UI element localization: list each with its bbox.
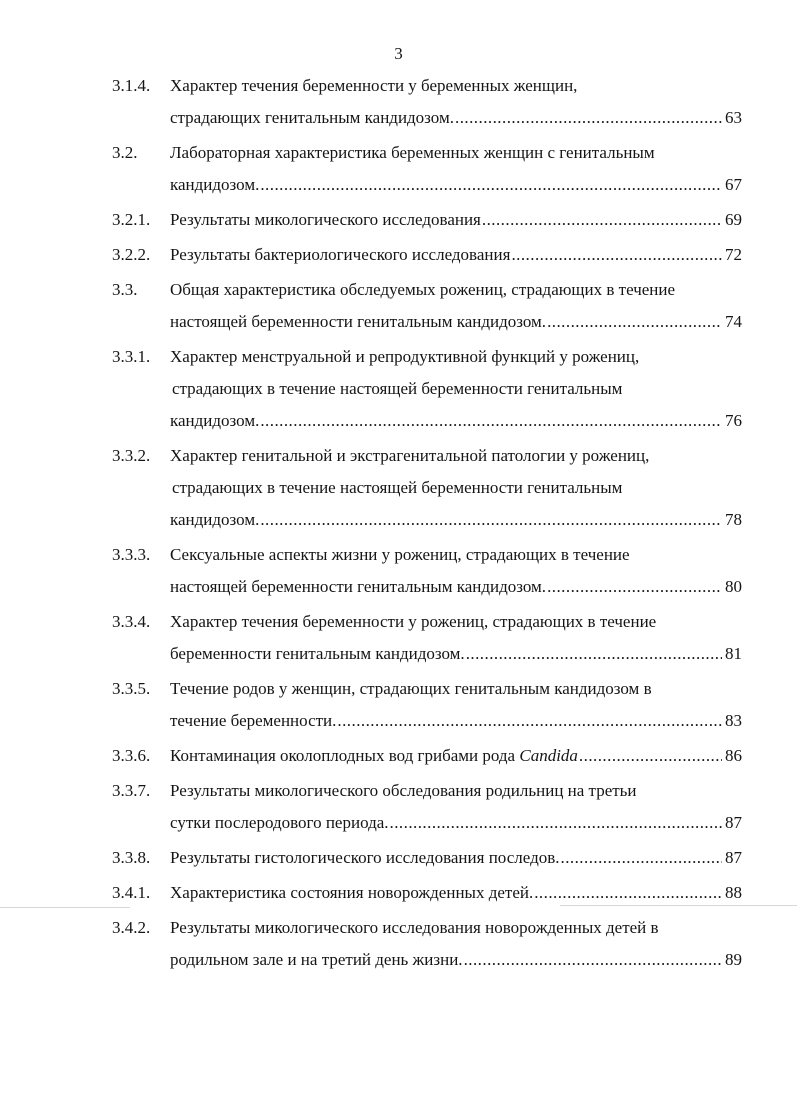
- toc-entry: [112, 239, 742, 271]
- toc-entry-title-line: [170, 204, 481, 236]
- toc-entry-number: 3.3.5.: [112, 679, 151, 698]
- toc-entry-title-text: страдающих генитальным кандидозом.: [170, 108, 454, 127]
- toc-entry-lead-line: [170, 239, 742, 271]
- toc-entry-title-line: [170, 571, 546, 603]
- toc-entry-title-line: Результаты микологического обследования родильниц на третьи: [170, 781, 637, 800]
- toc-entry-title-line: [170, 405, 259, 437]
- toc-entry-body: [170, 673, 742, 737]
- toc-entry-title-line: Характер течения беременности у рожениц, страдающих в течение: [170, 612, 657, 631]
- toc-dot-leader: [455, 102, 722, 134]
- toc-entry-title-line: [170, 239, 510, 271]
- toc-entry-title-text: Результаты бактериологического исследования: [170, 245, 511, 264]
- toc-dot-leader: [511, 239, 722, 271]
- toc-entry-title-line: [170, 169, 259, 201]
- toc-entry-lead-line: [170, 405, 742, 437]
- toc-entry-title-text: родильном зале и на третий день жизни.: [170, 950, 463, 969]
- toc-entry-title-line: страдающих в течение настоящей беременности генитальным: [172, 478, 623, 497]
- toc-entry-title-italic: Candida: [519, 746, 578, 765]
- toc-entry-body: [170, 204, 742, 236]
- toc-entry-body: [170, 440, 742, 536]
- toc-entry-body: [170, 274, 742, 338]
- toc-entry-lead-line: [170, 102, 742, 134]
- toc-entry-title-text: беременности генитальным кандидозом.: [170, 644, 465, 663]
- toc-entry-title-text: Контаминация околоплодных вод грибами рода: [170, 746, 520, 765]
- scan-artifact-line: [0, 907, 130, 908]
- toc-entry-lead-line: [170, 740, 742, 772]
- toc-entry-lead-line: [170, 571, 742, 603]
- toc-entry-body: [170, 239, 742, 271]
- toc-entry-page: 88: [725, 883, 742, 902]
- toc-entry-title-text: Результаты микологического исследования: [170, 210, 481, 229]
- toc-entry-number: 3.3.4.: [112, 612, 151, 631]
- toc-entry-body: [170, 775, 742, 839]
- toc-entry-title-line: Лабораторная характеристика беременных женщин с генитальным: [170, 143, 655, 162]
- toc-entry-page: 80: [725, 577, 742, 596]
- toc-entry: [112, 70, 742, 134]
- toc-dot-leader: [260, 504, 722, 536]
- toc-entry-title-line: Характер течения беременности у беременных женщин,: [170, 76, 578, 95]
- toc-entry-number: 3.2.: [112, 143, 138, 162]
- table-of-contents: [112, 70, 742, 979]
- toc-dot-leader: [561, 842, 723, 874]
- toc-dot-leader: [547, 306, 722, 338]
- toc-entry-number: 3.3.2.: [112, 446, 151, 465]
- toc-entry-title-line: [170, 807, 389, 839]
- toc-entry-title-line: [170, 504, 259, 536]
- toc-entry-lead-line: [170, 638, 742, 670]
- toc-entry: [112, 204, 742, 236]
- toc-entry-title-line: Течение родов у женщин, страдающих генитальным кандидозом в: [170, 679, 652, 698]
- toc-dot-leader: [260, 405, 722, 437]
- toc-entry-number: 3.1.4.: [112, 76, 151, 95]
- toc-entry-body: [170, 842, 742, 874]
- toc-entry-title-text: кандидозом.: [170, 510, 260, 529]
- toc-entry-number: 3.4.2.: [112, 918, 151, 937]
- toc-entry-number: 3.2.1.: [112, 210, 151, 229]
- toc-entry-body: [170, 70, 742, 134]
- toc-entry: [112, 912, 742, 976]
- toc-entry-lead-line: [170, 944, 742, 976]
- toc-entry-title-line: [170, 102, 454, 134]
- toc-entry: [112, 274, 742, 338]
- toc-entry-title-line: [170, 740, 578, 772]
- toc-entry: [112, 775, 742, 839]
- toc-entry-title-line: Общая характеристика обследуемых рожениц, страдающих в течение: [170, 280, 676, 299]
- toc-entry-number: 3.2.2.: [112, 245, 151, 264]
- toc-entry: [112, 341, 742, 437]
- toc-entry-number: 3.3.1.: [112, 347, 151, 366]
- toc-entry-body: [170, 912, 742, 976]
- toc-entry-lead-line: [170, 807, 742, 839]
- toc-entry-lead-line: [170, 705, 742, 737]
- toc-entry: [112, 539, 742, 603]
- toc-entry-title-line: Характер генитальной и экстрагенитальной патологии у рожениц,: [170, 446, 650, 465]
- toc-entry: [112, 673, 742, 737]
- toc-dot-leader: [464, 944, 722, 976]
- toc-entry-page: 72: [725, 245, 742, 264]
- toc-dot-leader: [482, 204, 722, 236]
- toc-entry-page: 87: [725, 848, 742, 867]
- toc-entry-title-line: Результаты микологического исследования новорожденных детей в: [170, 918, 659, 937]
- toc-entry-page: 87: [725, 813, 742, 832]
- toc-entry-page: 83: [725, 711, 742, 730]
- toc-entry-title-text: настоящей беременности генитальным кандидозом.: [170, 312, 547, 331]
- toc-entry-title-text: кандидозом.: [170, 175, 260, 194]
- toc-entry-lead-line: [170, 504, 742, 536]
- toc-entry-title-line: [170, 944, 463, 976]
- toc-entry-title-line: [170, 638, 465, 670]
- toc-entry-title-text: течение беременности.: [170, 711, 337, 730]
- toc-entry-page: 74: [725, 312, 742, 331]
- toc-entry-body: [170, 606, 742, 670]
- toc-entry-title-line: [170, 306, 546, 338]
- toc-entry-title-line: [170, 842, 560, 874]
- toc-entry-page: 78: [725, 510, 742, 529]
- toc-entry-body: [170, 137, 742, 201]
- toc-dot-leader: [337, 705, 722, 737]
- toc-dot-leader: [260, 169, 722, 201]
- toc-entry-title-text: сутки послеродового периода.: [170, 813, 389, 832]
- toc-entry-title-line: [170, 877, 533, 909]
- toc-entry: [112, 606, 742, 670]
- toc-entry-page: 63: [725, 108, 742, 127]
- toc-entry-number: 3.3.6.: [112, 746, 151, 765]
- toc-entry-title-text: настоящей беременности генитальным кандидозом.: [170, 577, 547, 596]
- toc-entry-page: 76: [725, 411, 742, 430]
- toc-entry-title-text: Характеристика состояния новорожденных детей.: [170, 883, 534, 902]
- toc-entry-lead-line: [170, 169, 742, 201]
- toc-entry-title-line: Характер менструальной и репродуктивной функций у рожениц,: [170, 347, 640, 366]
- toc-entry: [112, 137, 742, 201]
- toc-entry-lead-line: [170, 204, 742, 236]
- toc-dot-leader: [579, 740, 722, 772]
- toc-entry-body: [170, 740, 742, 772]
- toc-entry-lead-line: [170, 842, 742, 874]
- toc-entry-page: 89: [725, 950, 742, 969]
- toc-entry-page: 67: [725, 175, 742, 194]
- toc-entry-page: 86: [725, 746, 742, 765]
- toc-entry-page: 69: [725, 210, 742, 229]
- scan-artifact-line: [560, 905, 797, 906]
- toc-entry: [112, 842, 742, 874]
- toc-entry-body: [170, 539, 742, 603]
- toc-entry: [112, 740, 742, 772]
- toc-entry-number: 3.3.: [112, 280, 138, 299]
- toc-entry-title-line: [170, 705, 336, 737]
- toc-entry-page: 81: [725, 644, 742, 663]
- toc-entry-title-line: страдающих в течение настоящей беременности генитальным: [172, 379, 623, 398]
- page-number: 3: [394, 44, 403, 63]
- toc-entry-lead-line: [170, 306, 742, 338]
- toc-dot-leader: [390, 807, 722, 839]
- toc-entry: [112, 440, 742, 536]
- toc-entry-number: 3.3.8.: [112, 848, 151, 867]
- toc-dot-leader: [547, 571, 722, 603]
- toc-entry-number: 3.4.1.: [112, 883, 151, 902]
- toc-entry-number: 3.3.7.: [112, 781, 151, 800]
- toc-entry-title-line: Сексуальные аспекты жизни у рожениц, страдающих в течение: [170, 545, 630, 564]
- toc-entry-number: 3.3.3.: [112, 545, 151, 564]
- toc-entry-title-text: Результаты гистологического исследования последов.: [170, 848, 560, 867]
- toc-dot-leader: [466, 638, 722, 670]
- toc-entry-body: [170, 341, 742, 437]
- toc-entry-title-text: кандидозом.: [170, 411, 260, 430]
